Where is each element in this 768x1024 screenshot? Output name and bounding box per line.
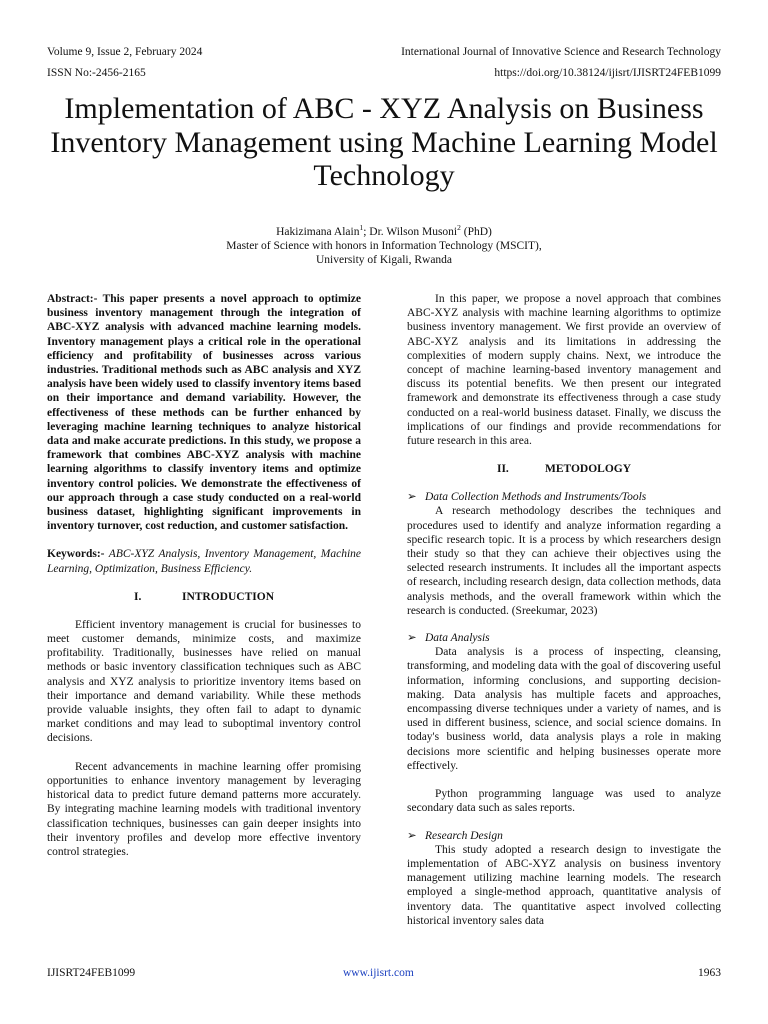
abstract: Abstract:- This paper presents a novel approach to optimize business inventory management through the integration of ABC-XYZ analysis with advanced machine learning models. Inventory management plays a critical role in the operational efficiency and profitability of businesses across various industries. Traditional methods such as ABC analysis and XYZ analysis have been widely used to classify inventory items based on their importance and demand variability. However, the effectiveness of these methods can be further enhanced by leveraging machine learning techniques to analyze historical data and make accurate predictions. In this study, we propose a framework that combines ABC-XYZ analysis with machine learning algorithms to classify inventory items and optimize inventory control policies. We demonstrate the effectiveness of our approach through a case study conducted on a real-world business dataset, highlighting significant improvements in inventory turnover, cost reduction, and customer satisfaction. xyxy=(47,293,361,533)
keywords-text: ABC-XYZ Analysis, Inventory Management, Machine Learning, Optimization, Business Efficiency. xyxy=(47,548,361,575)
section-title: METODOLOGY xyxy=(544,463,632,476)
right-column xyxy=(407,292,721,928)
data-analysis-paragraph: Data analysis is a process of inspecting, cleansing, transforming, and modeling data with the goal of discovering useful information, informing conclusions, and supporting decision-making. Data analysis has multiple facets and approaches, encompassing diverse techniques under a variety of names, and is used in different business, science, and social science domains. In today's business world, data analysis plays a role in making decisions more scientific and helping businesses operate more effectively. xyxy=(407,646,721,772)
subsection-title: Research Design xyxy=(425,829,503,842)
author-degree: Master of Science with honors in Information Technology (MSCIT), xyxy=(226,239,542,252)
journal-name: International Journal of Innovative Science and Research Technology xyxy=(401,46,721,58)
volume-issue: Volume 9, Issue 2, February 2024 xyxy=(47,46,203,58)
issn: ISSN No:-2456-2165 xyxy=(47,67,146,79)
paper-title: Implementation of ABC - XYZ Analysis on Business Inventory Management using Machine Learning Model Technology xyxy=(50,92,718,192)
subsection-title: Data Analysis xyxy=(425,632,490,645)
intro-paragraph-1: Efficient inventory management is crucial for businesses to meet customer demands, minimize costs, and maximize profitability. Traditionally, businesses have relied on manual methods or basic inventory classification techniques such as ABC analysis and XYZ analysis to prioritize inventory items based on their importance and demand variability. While these methods provide valuable insights, they often fail to adapt to dynamic market conditions and may lead to suboptimal inventory control decisions. xyxy=(47,618,361,745)
arrow-bullet-icon: ➢ xyxy=(407,829,417,842)
author-1: Hakizimana Alain xyxy=(276,225,360,238)
author-1-mark: 1 xyxy=(359,223,364,232)
research-design-paragraph: This study adopted a research design to investigate the implementation of ABC-XYZ analysis on business inventory management utilizing machine learning models. The research employed a single-method approach, quantitative analysis of inventory data. The quantitative aspect involved collecting historical inventory sales data xyxy=(407,843,721,927)
python-paragraph: Python programming language was used to analyze secondary data such as sales reports. xyxy=(407,788,721,815)
author-2-mark: 2 xyxy=(457,223,461,232)
section-title: INTRODUCTION xyxy=(181,590,274,603)
intro-paragraph-3: In this paper, we propose a novel approach that combines ABC-XYZ analysis with machine learning algorithms to optimize business inventory management. We first provide an overview of ABC-XYZ analysis and its limitations in addressing the complexities of modern supply chains. Next, we introduce the concept of machine learning-based inventory management and discuss its potential benefits. We then present our integrated framework and demonstrate its effectiveness through a case study conducted on a real-world business dataset. Finally, we discuss the implications of our findings and provide recommendations for future research in this area. xyxy=(407,293,721,448)
section-number: II. xyxy=(496,463,509,476)
author-2-suffix: (PhD) xyxy=(460,225,492,238)
footer-website-link[interactable]: www.ijisrt.com xyxy=(343,967,414,979)
section-number: I. xyxy=(133,590,142,603)
author-2: Dr. Wilson Musoni xyxy=(369,225,458,238)
data-collection-paragraph: A research methodology describes the techniques and procedures used to identify and analyze information regarding a specific research topic. It is a process by which researchers design their study so that they can achieve their objectives using the selected research instruments. It includes all the important aspects of research, including research design, data collection methods, data analysis methods, and the overall framework within which the research is conducted. (Sreekumar, 2023) xyxy=(407,505,721,617)
footer-paper-id: IJISRT24FEB1099 xyxy=(47,967,136,979)
left-column xyxy=(47,292,361,859)
subsection-data-collection xyxy=(407,490,721,504)
author-affiliation: University of Kigali, Rwanda xyxy=(315,253,453,266)
subsection-title: Data Collection Methods and Instruments/Tools xyxy=(425,491,647,504)
arrow-bullet-icon: ➢ xyxy=(407,632,417,645)
page-number: 1963 xyxy=(698,967,721,979)
arrow-bullet-icon: ➢ xyxy=(407,491,417,504)
subsection-data-analysis xyxy=(407,631,721,645)
subsection-research-design xyxy=(407,829,721,843)
doi-link[interactable]: https://doi.org/10.38124/ijisrt/IJISRT24FEB1099 xyxy=(494,67,721,79)
section-heading-methodology xyxy=(407,462,721,476)
intro-paragraph-2: Recent advancements in machine learning offer promising opportunities to enhance inventory management by leveraging historical data to predict future demand patterns more accurately. By integrating machine learning models with traditional inventory classification techniques, businesses can gain deeper insights into their inventory profiles and develop more effective inventory control strategies. xyxy=(47,760,361,858)
author-line xyxy=(47,221,721,239)
keywords xyxy=(47,547,361,575)
section-heading-introduction xyxy=(47,590,361,604)
author-separator: ; xyxy=(363,225,370,238)
author-block xyxy=(47,221,721,267)
keywords-label: Keywords:- xyxy=(47,548,105,561)
